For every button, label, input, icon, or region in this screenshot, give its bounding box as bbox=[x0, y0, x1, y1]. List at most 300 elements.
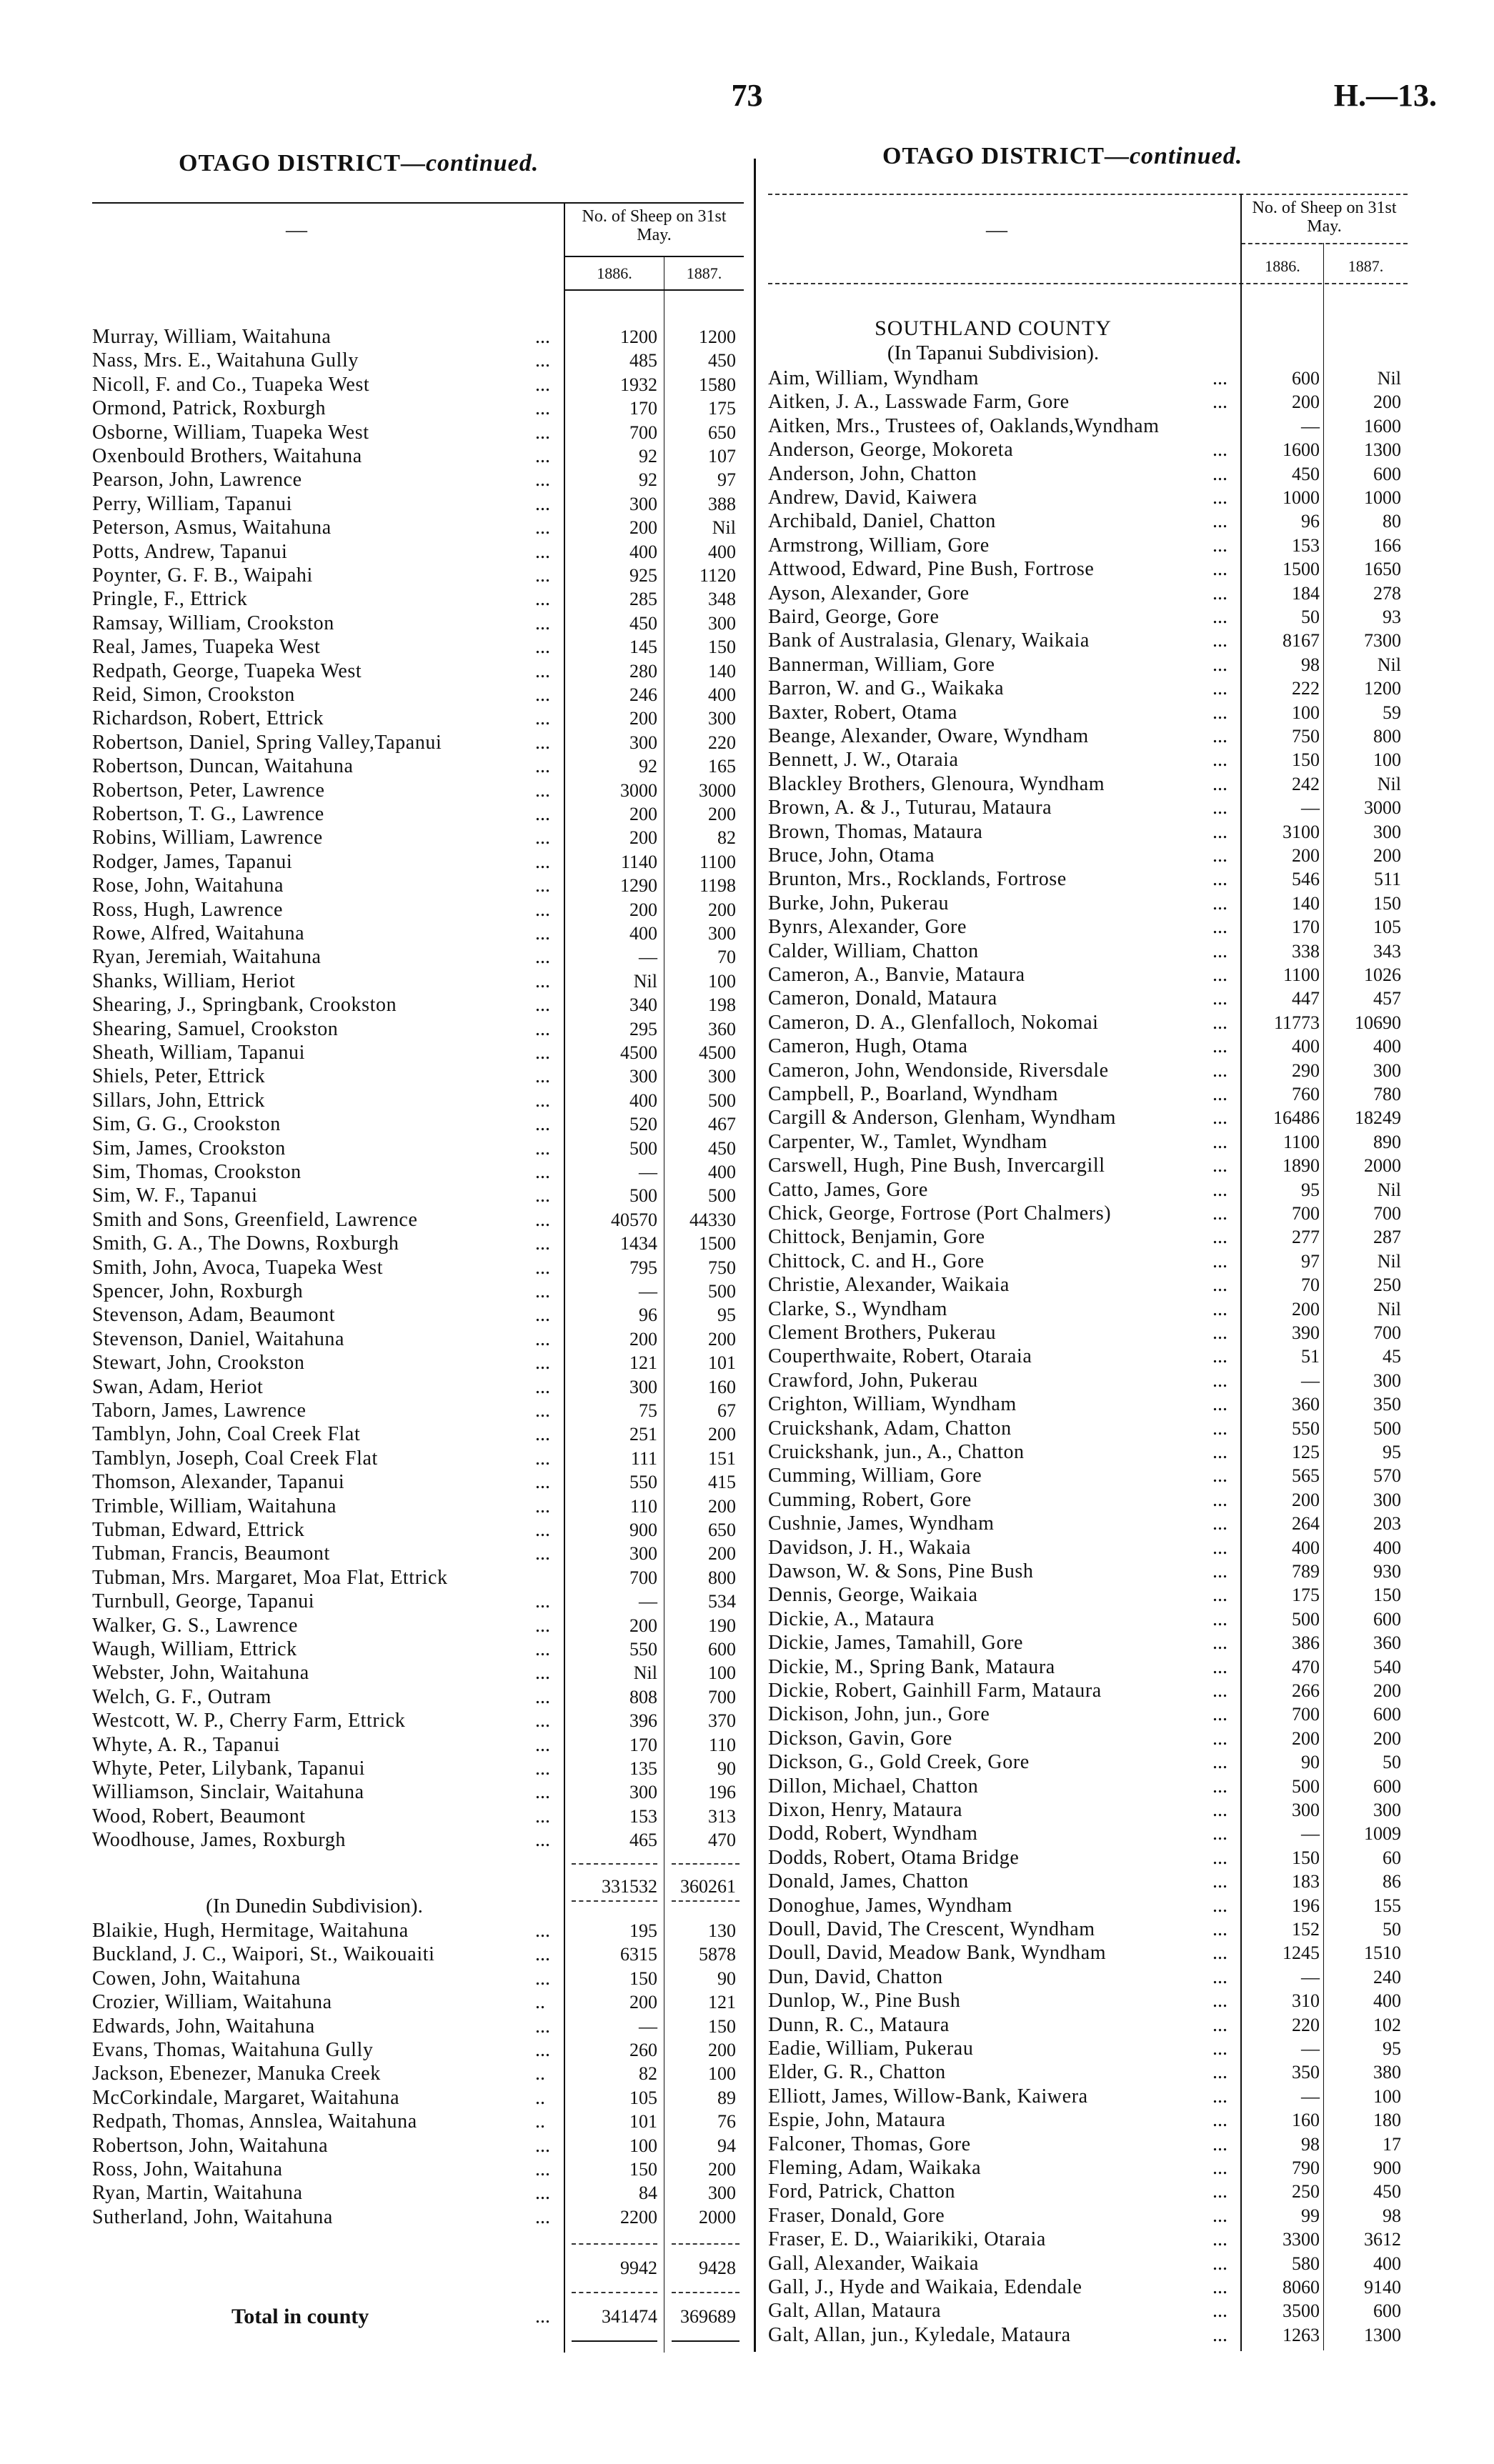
leader-dots: ... bbox=[1212, 1059, 1227, 1082]
sheep-1887: 1000 bbox=[1364, 487, 1401, 508]
owner-name: Burke, John, Pukerau bbox=[768, 892, 950, 914]
owner-name: Ryan, Jeremiah, Waitahuna bbox=[92, 946, 322, 969]
sheep-1886: 550 bbox=[629, 1639, 657, 1660]
owner-name: Turnbull, George, Tapanui bbox=[92, 1590, 315, 1613]
sheep-1886: 260 bbox=[629, 2040, 657, 2060]
left-subtotal-rule bbox=[572, 2243, 657, 2245]
left-subtotal-rule bbox=[672, 2243, 739, 2245]
owner-name: Anderson, George, Mokoreta bbox=[768, 439, 1014, 462]
page-column-divider bbox=[754, 159, 756, 2352]
owner-name: Chick, George, Fortrose (Port Chalmers) bbox=[768, 1202, 1112, 1224]
leader-dots: ... bbox=[1212, 582, 1227, 604]
leader-dots: ... bbox=[535, 469, 550, 492]
sheep-1886: 400 bbox=[629, 541, 657, 562]
owner-name: Shearing, J., Springbank, Crookston bbox=[92, 994, 397, 1017]
sheep-1886: 183 bbox=[1292, 1871, 1320, 1892]
owner-name: Aim, William, Wyndham bbox=[768, 367, 979, 389]
sheep-1887: 600 bbox=[1373, 2300, 1401, 2322]
owner-name: Fraser, E. D., Waiarikiki, Otaraia bbox=[768, 2228, 1046, 2251]
sheep-1887: 600 bbox=[1373, 1704, 1401, 1725]
owner-name: Dennis, George, Waikaia bbox=[768, 1584, 978, 1607]
right-years-rule bbox=[768, 283, 1408, 284]
sheep-1887: 94 bbox=[717, 2135, 736, 2156]
sheep-1887: 511 bbox=[1373, 869, 1401, 890]
sheep-1887: 3000 bbox=[699, 779, 736, 801]
owner-name: Crighton, William, Wyndham bbox=[768, 1393, 1017, 1416]
owner-name: Tamblyn, John, Coal Creek Flat bbox=[92, 1423, 361, 1446]
sheep-1886: 790 bbox=[1292, 2158, 1320, 2178]
owner-name: Davidson, J. H., Wakaia bbox=[768, 1536, 971, 1559]
sheep-1886: 200 bbox=[629, 1328, 657, 1350]
owner-name: Cameron, Donald, Mataura bbox=[768, 987, 997, 1010]
sheep-1886: 152 bbox=[1292, 1919, 1320, 1940]
owner-name: Cameron, A., Banvie, Mataura bbox=[768, 964, 1025, 986]
sheep-1886: 295 bbox=[629, 1018, 657, 1039]
owner-name: Real, James, Tuapeka West bbox=[92, 636, 321, 659]
sheep-1887: 388 bbox=[708, 493, 736, 514]
leader-dots: ... bbox=[535, 684, 550, 706]
sheep-1887: 190 bbox=[708, 1615, 736, 1636]
leader-dots: ... bbox=[1212, 2157, 1227, 2179]
sheep-1887: 130 bbox=[708, 1920, 736, 1941]
owner-name: Taborn, James, Lawrence bbox=[92, 1400, 307, 1422]
owner-name: Cowen, John, Waitahuna bbox=[92, 1967, 301, 1990]
leader-dots: ... bbox=[535, 1967, 550, 1990]
sheep-1887: 89 bbox=[717, 2087, 736, 2108]
sheep-1886: 200 bbox=[629, 517, 657, 539]
sheep-1886: 251 bbox=[629, 1424, 657, 1445]
sheep-1886: 266 bbox=[1292, 1680, 1320, 1701]
leader-dots: ... bbox=[535, 850, 550, 873]
owner-name: Webster, John, Waitahuna bbox=[92, 1662, 309, 1685]
sheep-1887: 780 bbox=[1373, 1084, 1401, 1104]
leader-dots: ... bbox=[1212, 2276, 1227, 2298]
leader-dots: ... bbox=[535, 1662, 550, 1685]
owner-name: Westcott, W. P., Cherry Farm, Ettrick bbox=[92, 1710, 406, 1732]
sheep-1887: 200 bbox=[1373, 391, 1401, 413]
left-total-rule bbox=[672, 2292, 739, 2293]
owner-name: Rowe, Alfred, Waitahuna bbox=[92, 922, 305, 944]
leader-dots: ... bbox=[535, 1685, 550, 1708]
sheep-1887: 200 bbox=[708, 1328, 736, 1350]
owner-name: Bynrs, Alexander, Gore bbox=[768, 916, 967, 939]
sheep-1887: 200 bbox=[1373, 1680, 1401, 1701]
leader-dots: ... bbox=[1212, 1680, 1227, 1702]
owner-name: Cruickshank, jun., A., Chatton bbox=[768, 1441, 1025, 1463]
sheep-1886: 700 bbox=[629, 422, 657, 443]
sheep-1886: 100 bbox=[629, 2135, 657, 2156]
sheep-1886: 500 bbox=[1292, 1775, 1320, 1797]
sheep-1887: 100 bbox=[708, 1662, 736, 1684]
sheep-1886: 200 bbox=[1292, 1298, 1320, 1320]
sheep-1886: 200 bbox=[629, 827, 657, 849]
owner-name: Ramsay, William, Crookston bbox=[92, 612, 334, 634]
sheep-1887: 380 bbox=[1373, 2062, 1401, 2083]
left-subtotal-rule bbox=[672, 1900, 739, 1902]
owner-name: Williamson, Sinclair, Waitahuna bbox=[92, 1781, 364, 1804]
leader-dots: ... bbox=[535, 1256, 550, 1279]
sheep-1887: 250 bbox=[1373, 1275, 1401, 1296]
sheep-1886: 96 bbox=[1301, 511, 1320, 532]
sheep-1887: 200 bbox=[708, 899, 736, 920]
sheep-1887: 150 bbox=[708, 637, 736, 658]
leader-dots: ... bbox=[535, 1829, 550, 1852]
leader-dots: ... bbox=[1212, 2228, 1227, 2251]
owner-name: Richardson, Robert, Ettrick bbox=[92, 707, 324, 730]
leader-dots: ... bbox=[535, 349, 550, 372]
leader-dots: ... bbox=[1212, 558, 1227, 581]
sheep-1886: 310 bbox=[1292, 1990, 1320, 2012]
leader-dots: ... bbox=[1212, 1465, 1227, 1487]
leader-dots: ... bbox=[1212, 1035, 1227, 1058]
leader-dots: ... bbox=[1212, 916, 1227, 939]
left-year-1886: 1886. bbox=[597, 264, 632, 282]
owner-name: McCorkindale, Margaret, Waitahuna bbox=[92, 2086, 400, 2109]
sheep-1886: 170 bbox=[629, 1734, 657, 1755]
sheep-1886: 150 bbox=[1292, 1847, 1320, 1868]
leader-dots: ... bbox=[535, 1943, 550, 1966]
leader-dots: ... bbox=[535, 588, 550, 611]
total-dots: ... bbox=[535, 2305, 550, 2328]
total-1887: 369689 bbox=[680, 2306, 736, 2327]
leader-dots: ... bbox=[535, 946, 550, 969]
sheep-1886: 750 bbox=[1292, 726, 1320, 747]
owner-name: Robertson, Duncan, Waitahuna bbox=[92, 755, 354, 778]
owner-name: Dillon, Michael, Chatton bbox=[768, 1775, 979, 1797]
leader-dots: ... bbox=[535, 1089, 550, 1112]
leader-dots: ... bbox=[535, 2134, 550, 2157]
leader-dots: ... bbox=[1212, 1322, 1227, 1344]
sheep-1887: 300 bbox=[708, 612, 736, 634]
leader-dots: ... bbox=[535, 397, 550, 420]
owner-name: Stewart, John, Crookston bbox=[92, 1352, 305, 1375]
sheep-1887: 800 bbox=[1373, 726, 1401, 747]
sheep-1886: 700 bbox=[1292, 1203, 1320, 1224]
leader-dots: ... bbox=[1212, 939, 1227, 962]
owner-name: Doull, David, Meadow Bank, Wyndham bbox=[768, 1942, 1107, 1965]
owner-name: Clement Brothers, Pukerau bbox=[768, 1322, 997, 1344]
leader-dots: ... bbox=[535, 492, 550, 515]
sheep-1887: 95 bbox=[1383, 2038, 1401, 2059]
owner-name: Dun, David, Chatton bbox=[768, 1965, 943, 1988]
leader-dots: ... bbox=[1212, 1560, 1227, 1582]
leader-dots: ... bbox=[1212, 1655, 1227, 1678]
sheep-1886: 520 bbox=[629, 1114, 657, 1135]
owner-name: Bruce, John, Otama bbox=[768, 844, 935, 867]
sheep-1887: 400 bbox=[708, 684, 736, 705]
sheep-1886: 92 bbox=[639, 469, 657, 491]
leader-dots: ... bbox=[535, 1042, 550, 1064]
leader-dots: ... bbox=[535, 1375, 550, 1398]
sheep-1887: 1100 bbox=[699, 851, 736, 872]
owner-name: Woodhouse, James, Roxburgh bbox=[92, 1829, 347, 1852]
sheep-1887: 1300 bbox=[1364, 439, 1401, 461]
sheep-1886: 125 bbox=[1292, 1442, 1320, 1462]
sheep-1886: 242 bbox=[1292, 773, 1320, 794]
dunedin-subtotal-1886: 9942 bbox=[620, 2258, 657, 2278]
sheep-1887: 105 bbox=[1373, 917, 1401, 938]
leader-dots: ... bbox=[1212, 2013, 1227, 2036]
leader-dots: ... bbox=[535, 1161, 550, 1183]
sheep-1887: 300 bbox=[1373, 1059, 1401, 1081]
sheep-1887: 1026 bbox=[1364, 964, 1401, 985]
owner-name: Pringle, F., Ettrick bbox=[92, 588, 248, 611]
owner-name: Attwood, Edward, Pine Bush, Fortrose bbox=[768, 558, 1095, 581]
title-text: OTAGO DISTRICT— bbox=[179, 150, 426, 176]
owner-name: Aitken, Mrs., Trustees of, Oaklands,Wyndham bbox=[768, 414, 1160, 437]
leader-dots: ... bbox=[1212, 1226, 1227, 1249]
page-number: 73 bbox=[731, 78, 763, 113]
sheep-1887: 300 bbox=[1373, 1800, 1401, 1820]
sheep-1886: 16486 bbox=[1273, 1107, 1320, 1129]
leader-dots: ... bbox=[1212, 2252, 1227, 2275]
sheep-1886: 200 bbox=[629, 1615, 657, 1636]
owner-name: Walker, G. S., Lawrence bbox=[92, 1614, 298, 1637]
leader-dots: ... bbox=[535, 1614, 550, 1637]
sheep-1886: 99 bbox=[1301, 2205, 1320, 2226]
owner-name: Elder, G. R., Chatton bbox=[768, 2061, 946, 2084]
owner-name: Aitken, J. A., Lasswade Farm, Gore bbox=[768, 391, 1070, 414]
sheep-1887: 650 bbox=[708, 1520, 736, 1540]
sheep-1887: 102 bbox=[1373, 2014, 1401, 2035]
document-reference: H.—13. bbox=[1333, 78, 1437, 113]
leader-dots: .. bbox=[535, 2063, 545, 2085]
title-text: OTAGO DISTRICT— bbox=[882, 143, 1130, 169]
sheep-1887: 220 bbox=[708, 732, 736, 753]
leader-dots: ... bbox=[1212, 1775, 1227, 1797]
owner-name: Reid, Simon, Crookston bbox=[92, 684, 295, 706]
leader-dots: ... bbox=[535, 540, 550, 563]
leader-dots: ... bbox=[1212, 1011, 1227, 1034]
owner-name: Osborne, William, Tuapeka West bbox=[92, 421, 369, 444]
left-header-rule bbox=[564, 256, 744, 257]
owner-name: Spencer, John, Roxburgh bbox=[92, 1280, 304, 1302]
leader-dots: ... bbox=[535, 636, 550, 659]
leader-dots: ... bbox=[1212, 2085, 1227, 2108]
sheep-1886: 3500 bbox=[1283, 2300, 1320, 2322]
sheep-1886: 1263 bbox=[1283, 2324, 1320, 2345]
leader-dots: ... bbox=[1212, 1369, 1227, 1392]
sheep-1887: 1120 bbox=[699, 565, 736, 586]
owner-name: Couperthwaite, Robert, Otaraia bbox=[768, 1345, 1032, 1368]
sheep-1887: 67 bbox=[717, 1400, 736, 1421]
county-total-row bbox=[92, 2305, 744, 2328]
leader-dots: ... bbox=[535, 874, 550, 897]
sheep-1886: 300 bbox=[629, 1066, 657, 1087]
leader-dots: ... bbox=[535, 755, 550, 778]
owner-name: Tubman, Francis, Beaumont bbox=[92, 1542, 330, 1565]
sheep-1886: Nil bbox=[633, 970, 657, 992]
leader-dots: ... bbox=[1212, 1441, 1227, 1463]
owner-name: Sim, W. F., Tapanui bbox=[92, 1184, 258, 1207]
sheep-1887: 97 bbox=[717, 469, 736, 491]
sheep-1887: 200 bbox=[708, 1495, 736, 1517]
left-section-title bbox=[179, 150, 539, 177]
sheep-1886: 153 bbox=[629, 1805, 657, 1827]
leader-dots: ... bbox=[1212, 2133, 1227, 2155]
owner-name: Robertson, T. G., Lawrence bbox=[92, 803, 324, 825]
sheep-1886: 150 bbox=[1292, 749, 1320, 771]
leader-dots: .. bbox=[535, 2110, 545, 2133]
leader-dots: ... bbox=[535, 969, 550, 992]
sheep-1886: 75 bbox=[639, 1400, 657, 1421]
sheep-1887: 900 bbox=[1373, 2158, 1401, 2178]
leader-dots: ... bbox=[1212, 1607, 1227, 1630]
sheep-1887: 300 bbox=[708, 708, 736, 729]
leader-dots: ... bbox=[1212, 844, 1227, 867]
owner-name: Gall, J., Hyde and Waikaia, Edendale bbox=[768, 2276, 1082, 2298]
sheep-1886: 92 bbox=[639, 446, 657, 467]
leader-dots: ... bbox=[1212, 2204, 1227, 2227]
sheep-1887: 200 bbox=[1373, 1727, 1401, 1749]
sheep-1886: 246 bbox=[629, 684, 657, 705]
sheep-1887: 45 bbox=[1383, 1346, 1401, 1367]
sheep-1886: 98 bbox=[1301, 2133, 1320, 2155]
leader-dots: ... bbox=[535, 326, 550, 348]
leader-dots: ... bbox=[535, 1184, 550, 1207]
sheep-1887: 150 bbox=[1373, 1585, 1401, 1606]
sheep-1886: 200 bbox=[629, 708, 657, 729]
sheep-1886: 150 bbox=[629, 2159, 657, 2180]
owner-name: Donoghue, James, Wyndham bbox=[768, 1894, 1012, 1917]
sheep-1886: 795 bbox=[629, 1257, 657, 1278]
owner-name: Rose, John, Waitahuna bbox=[92, 874, 284, 897]
sheep-1886: 450 bbox=[629, 612, 657, 634]
owner-name: Sim, James, Crookston bbox=[92, 1137, 286, 1159]
sheep-1886: 338 bbox=[1292, 940, 1320, 962]
leader-dots: ... bbox=[535, 898, 550, 921]
sheep-1886: 277 bbox=[1292, 1227, 1320, 1248]
owner-name: Redpath, George, Tuapeka West bbox=[92, 659, 362, 682]
leader-dots: ... bbox=[535, 1542, 550, 1565]
sheep-1887: 400 bbox=[1373, 2253, 1401, 2274]
sheep-1887: 300 bbox=[1373, 1489, 1401, 1510]
sheep-1886: 1290 bbox=[620, 875, 657, 897]
owner-name: Dickson, Gavin, Gore bbox=[768, 1727, 952, 1750]
sheep-1886: 280 bbox=[629, 660, 657, 682]
sheep-1887: 3000 bbox=[1364, 797, 1401, 819]
leader-dots: ... bbox=[535, 1805, 550, 1827]
sheep-1887: 1600 bbox=[1364, 415, 1401, 437]
sheep-1887: 100 bbox=[708, 2063, 736, 2085]
leader-dots: ... bbox=[1212, 2109, 1227, 2132]
sheep-1887: 180 bbox=[1373, 2110, 1401, 2131]
sheep-1887: 930 bbox=[1373, 1561, 1401, 1582]
owner-name: Shanks, William, Heriot bbox=[92, 969, 296, 992]
sheep-1886: 400 bbox=[1292, 1036, 1320, 1057]
leader-dots: ... bbox=[1212, 487, 1227, 509]
owner-name: Sutherland, John, Waitahuna bbox=[92, 2205, 333, 2228]
left-total-bottom-rule bbox=[572, 2340, 657, 2342]
sheep-1887: 800 bbox=[708, 1567, 736, 1588]
sheep-1887: 300 bbox=[1373, 1370, 1401, 1391]
owner-name: Archibald, Daniel, Chatton bbox=[768, 510, 996, 533]
owner-name: Beange, Alexander, Oware, Wyndham bbox=[768, 725, 1089, 747]
owner-name: Bannerman, William, Gore bbox=[768, 653, 995, 676]
owner-name: Tubman, Edward, Ettrick bbox=[92, 1519, 305, 1541]
leader-dots: ... bbox=[1212, 772, 1227, 795]
leader-dots: ... bbox=[535, 1757, 550, 1780]
sheep-1886: 760 bbox=[1292, 1084, 1320, 1104]
owner-name: Dickie, James, Tamahill, Gore bbox=[768, 1632, 1024, 1655]
sheep-1887: 370 bbox=[708, 1710, 736, 1732]
leader-dots: ... bbox=[1212, 797, 1227, 819]
owner-name: Baxter, Robert, Otama bbox=[768, 701, 957, 724]
sheep-1886: 808 bbox=[629, 1686, 657, 1707]
owner-name: Fleming, Adam, Waikaka bbox=[768, 2157, 982, 2179]
leader-dots: ... bbox=[1212, 2323, 1227, 2346]
sheep-1886: 160 bbox=[1292, 2110, 1320, 2131]
owner-name: Waugh, William, Ettrick bbox=[92, 1638, 297, 1660]
sheep-1886: 184 bbox=[1292, 582, 1320, 604]
sheep-1887: 360 bbox=[708, 1018, 736, 1039]
right-year-1887: 1887. bbox=[1348, 257, 1384, 275]
sheep-1887: 400 bbox=[1373, 1537, 1401, 1558]
sheep-1886: 84 bbox=[639, 2183, 657, 2204]
right-table-top-rule bbox=[768, 194, 1408, 195]
owner-name: Cameron, John, Wendonside, Riversdale bbox=[768, 1059, 1109, 1082]
owner-name: Stevenson, Adam, Beaumont bbox=[92, 1304, 336, 1327]
left-subtotal-rule bbox=[672, 1863, 739, 1865]
sheep-1886: — bbox=[1301, 1966, 1320, 1987]
sheep-1886: 1245 bbox=[1283, 1942, 1320, 1964]
sheep-1887: 400 bbox=[1373, 1990, 1401, 2012]
owner-name: Welch, G. F., Outram bbox=[92, 1685, 272, 1708]
leader-dots: ... bbox=[1212, 1512, 1227, 1535]
owner-name: Bennett, J. W., Otaraia bbox=[768, 749, 959, 772]
sheep-1887: 500 bbox=[1373, 1417, 1401, 1439]
sheep-1886: 600 bbox=[1292, 368, 1320, 389]
sheep-1887: 107 bbox=[708, 446, 736, 467]
sheep-1886: 2200 bbox=[620, 2206, 657, 2228]
owner-name: Dickie, A., Mataura bbox=[768, 1607, 935, 1630]
leader-dots: ... bbox=[1212, 1393, 1227, 1416]
sheep-1887: 1650 bbox=[1364, 559, 1401, 580]
leader-dots: ... bbox=[1212, 1703, 1227, 1726]
sheep-1886: 500 bbox=[1292, 1608, 1320, 1630]
owner-name: Robertson, Peter, Lawrence bbox=[92, 779, 325, 802]
sheep-1887: 600 bbox=[708, 1639, 736, 1660]
leader-dots: ... bbox=[1212, 1918, 1227, 1940]
left-sheep-header: No. of Sheep on 31st May. bbox=[582, 207, 727, 244]
leader-dots: ... bbox=[1212, 677, 1227, 700]
owner-name: Murray, William, Waitahuna bbox=[92, 326, 332, 348]
sheep-1887: 200 bbox=[708, 1543, 736, 1565]
owner-name: Ormond, Patrick, Roxburgh bbox=[92, 397, 327, 420]
owner-name: Nicoll, F. and Co., Tuapeka West bbox=[92, 373, 370, 396]
owner-name: Andrew, David, Kaiwera bbox=[768, 487, 977, 509]
sheep-1887: 600 bbox=[1373, 1775, 1401, 1797]
leader-dots: ... bbox=[1212, 1799, 1227, 1821]
sheep-1886: 170 bbox=[1292, 917, 1320, 938]
leader-dots: ... bbox=[535, 707, 550, 730]
sheep-1886: 264 bbox=[1292, 1513, 1320, 1535]
sheep-1887: 18249 bbox=[1355, 1107, 1401, 1129]
sheep-1887: 121 bbox=[708, 1992, 736, 2013]
owner-name: Poynter, G. F. B., Waipahi bbox=[92, 564, 313, 587]
sheep-1887: 166 bbox=[1373, 534, 1401, 556]
owner-name: Cumming, Robert, Gore bbox=[768, 1488, 972, 1511]
leader-dots: ... bbox=[535, 1471, 550, 1494]
sheep-1886: 300 bbox=[629, 1543, 657, 1565]
leader-dots: ... bbox=[535, 445, 550, 467]
leader-dots: ... bbox=[1212, 606, 1227, 628]
sheep-1887: 100 bbox=[708, 970, 736, 992]
leader-dots: ... bbox=[1212, 2061, 1227, 2084]
leader-dots: ... bbox=[535, 2182, 550, 2205]
leader-dots: ... bbox=[1212, 820, 1227, 843]
sheep-1886: 360 bbox=[1292, 1394, 1320, 1415]
